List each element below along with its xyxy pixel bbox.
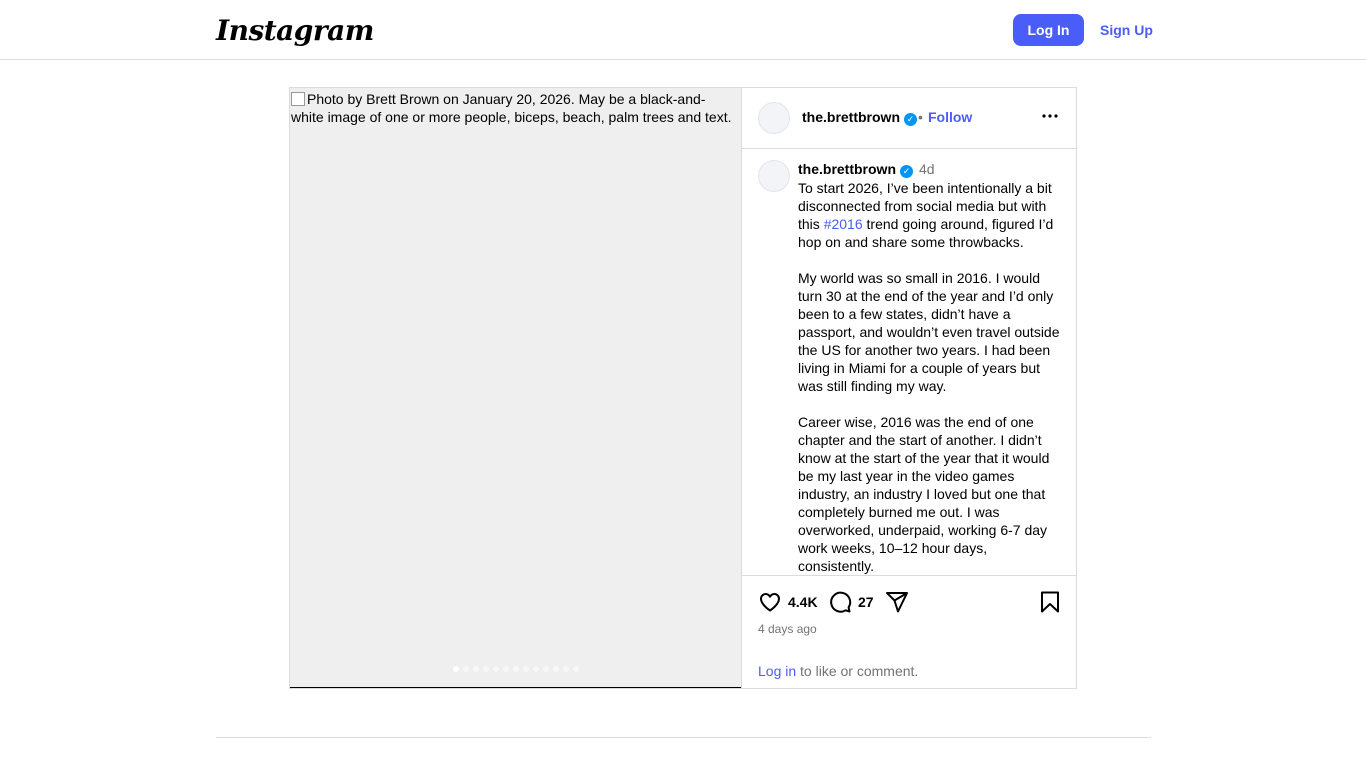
caption-paragraph: My world was so small in 2016. I would turn 30 at the end of the year and I’d only been to a few states, didn’t have a passport, and wouldn’t even travel outside the US for another two years. I had been living in Miami for a couple of years but was still finding my way. bbox=[798, 270, 1060, 394]
follow-button[interactable]: Follow bbox=[928, 109, 973, 125]
login-link[interactable]: Log in bbox=[758, 663, 797, 679]
carousel-dot bbox=[453, 666, 459, 672]
hashtag-link[interactable]: #2016 bbox=[823, 216, 863, 232]
caption-header bbox=[798, 161, 935, 178]
post-media[interactable] bbox=[290, 88, 741, 688]
carousel-dot bbox=[483, 666, 489, 672]
post-header bbox=[742, 88, 1077, 149]
carousel-indicators bbox=[290, 666, 741, 672]
heart-icon bbox=[758, 590, 782, 614]
header-separator: • bbox=[918, 109, 923, 125]
save-button[interactable] bbox=[1038, 589, 1062, 615]
caption-avatar[interactable] bbox=[758, 160, 790, 192]
comments-section[interactable] bbox=[742, 149, 1077, 575]
login-button[interactable]: Log In bbox=[1013, 14, 1084, 46]
carousel-dot bbox=[503, 666, 509, 672]
carousel-dot bbox=[523, 666, 529, 672]
caption-text bbox=[798, 179, 1066, 575]
post-container bbox=[289, 87, 1077, 689]
bookmark-icon bbox=[1038, 590, 1062, 614]
carousel-dot bbox=[573, 666, 579, 672]
verified-badge-icon: ✓ bbox=[904, 113, 917, 126]
comment-bubble-icon bbox=[828, 590, 852, 614]
alt-text-content: Photo by Brett Brown on January 20, 2026. May be a black-and-white image of one or more people, biceps, beach, palm trees and text. bbox=[291, 91, 732, 125]
share-button[interactable] bbox=[885, 589, 909, 615]
verified-badge-icon: ✓ bbox=[900, 165, 913, 178]
post-actions bbox=[742, 575, 1077, 688]
footer-divider bbox=[216, 737, 1151, 738]
carousel-dot bbox=[513, 666, 519, 672]
post-time-ago[interactable]: 4 days ago bbox=[758, 622, 817, 636]
caption-username[interactable]: the.brettbrown bbox=[798, 161, 896, 177]
like-count[interactable]: 4.4K bbox=[788, 594, 818, 610]
paper-plane-icon bbox=[885, 590, 909, 614]
author-username[interactable] bbox=[802, 109, 917, 126]
carousel-dot bbox=[563, 666, 569, 672]
like-button[interactable] bbox=[758, 589, 818, 615]
caption-timestamp[interactable]: 4d bbox=[919, 161, 935, 177]
caption-paragraph: Career wise, 2016 was the end of one chapter and the start of another. I didn’t know at the start of the year that it would be my last year in the video games industry, an industry I loved but one that completely burned me out. I was overworked, underpaid, working 6-7 day work weeks, 10–12 hour days, consistently. bbox=[798, 414, 1050, 574]
instagram-logo[interactable]: Instagram bbox=[216, 14, 374, 47]
comment-count[interactable]: 27 bbox=[858, 594, 874, 610]
signup-link[interactable]: Sign Up bbox=[1100, 22, 1153, 38]
author-avatar[interactable] bbox=[758, 102, 790, 134]
carousel-dot bbox=[533, 666, 539, 672]
post-sidebar bbox=[741, 88, 1076, 688]
image-alt-text bbox=[291, 90, 737, 126]
caption-text-segment: To start 2026, I’ve been intentionally a bit disconnected from social media but with this bbox=[798, 180, 1052, 232]
carousel-dot bbox=[543, 666, 549, 672]
carousel-dot bbox=[463, 666, 469, 672]
author-username-text[interactable]: the.brettbrown bbox=[802, 109, 900, 125]
carousel-dot bbox=[473, 666, 479, 672]
caption-text-segment: trend going around, figured I’d hop on and share some throwbacks. bbox=[798, 216, 1054, 250]
carousel-dot bbox=[553, 666, 559, 672]
login-prompt-text: to like or comment. bbox=[796, 663, 919, 679]
carousel-dot bbox=[493, 666, 499, 672]
caption-paragraph bbox=[798, 179, 1066, 251]
comment-button[interactable] bbox=[828, 589, 874, 615]
top-nav bbox=[0, 0, 1366, 60]
more-options-icon[interactable] bbox=[1038, 104, 1062, 132]
login-prompt bbox=[758, 663, 918, 679]
broken-image-icon bbox=[291, 92, 305, 106]
